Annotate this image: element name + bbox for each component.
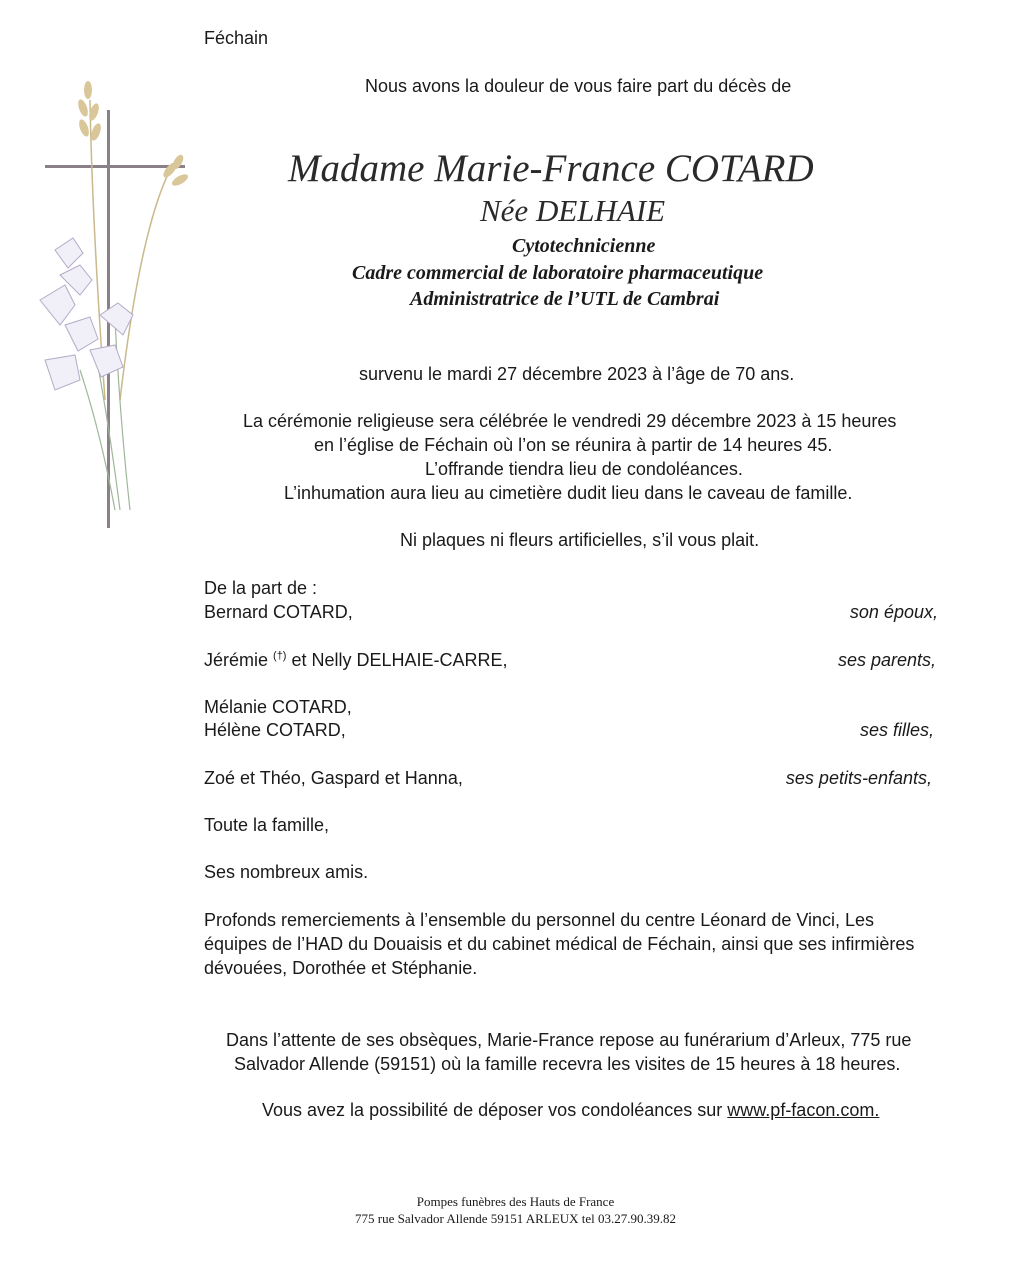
husband-role: son époux, bbox=[849, 602, 938, 622]
deceased-mark: (†) bbox=[273, 650, 287, 662]
title-2: Cadre commercial de laboratoire pharmaceutique bbox=[352, 262, 764, 284]
visitation-line-2: Salvador Allende (59151) où la famille recevra les visites de 15 heures à 18 heures. bbox=[234, 1054, 901, 1074]
parents-role: ses parents, bbox=[837, 650, 936, 670]
daughters-role: ses filles, bbox=[859, 720, 934, 740]
condolences-line bbox=[262, 1100, 879, 1121]
thanks-line-3: dévouées, Dorothée et Stéphanie. bbox=[204, 958, 478, 978]
ceremony-line-1: La cérémonie religieuse sera célébrée le vendredi 29 décembre 2023 à 15 heures bbox=[243, 411, 897, 431]
ceremony-line-4: L’inhumation aura lieu au cimetière dudit lieu dans le caveau de famille. bbox=[284, 483, 853, 503]
intro-text: Nous avons la douleur de vous faire part du décès de bbox=[365, 76, 792, 96]
from-label: De la part de : bbox=[204, 578, 318, 598]
daughter-2-name: Hélène COTARD, bbox=[204, 720, 346, 740]
visitation-line-1: Dans l’attente de ses obsèques, Marie-France repose au funérarium d’Arleux, 775 rue bbox=[226, 1030, 912, 1050]
death-line: survenu le mardi 27 décembre 2023 à l’âge de 70 ans. bbox=[359, 364, 795, 384]
title-3: Administratrice de l’UTL de Cambrai bbox=[410, 288, 720, 310]
town-name: Féchain bbox=[204, 28, 269, 48]
thanks-line-2: équipes de l’HAD du Douaisis et du cabinet médical de Féchain, ainsi que ses infirmières bbox=[204, 934, 915, 954]
parents-name-a: Jérémie bbox=[204, 650, 274, 670]
ceremony-line-2: en l’église de Féchain où l’on se réunira à partir de 14 heures 45. bbox=[314, 435, 833, 455]
thanks-line-1: Profonds remerciements à l’ensemble du personnel du centre Léonard de Vinci, Les bbox=[204, 910, 875, 930]
daughter-1-name: Mélanie COTARD, bbox=[204, 697, 352, 717]
condolences-text: Vous avez la possibilité de déposer vos condoléances sur bbox=[262, 1100, 728, 1120]
ceremony-line-3: L’offrande tiendra lieu de condoléances. bbox=[425, 459, 743, 479]
all-family: Toute la famille, bbox=[204, 815, 330, 835]
grandchildren-names: Zoé et Théo, Gaspard et Hanna, bbox=[204, 768, 463, 788]
parents-names bbox=[204, 650, 508, 671]
footer-company: Pompes funèbres des Hauts de France bbox=[416, 1194, 615, 1209]
friends: Ses nombreux amis. bbox=[204, 862, 369, 882]
title-1: Cytotechnicienne bbox=[512, 235, 656, 257]
grandchildren-role: ses petits-enfants, bbox=[785, 768, 932, 788]
deceased-name: Madame Marie-France COTARD bbox=[288, 147, 814, 190]
condolences-link[interactable]: www.pf-facon.com. bbox=[727, 1100, 880, 1120]
parents-name-b: et Nelly DELHAIE-CARRE, bbox=[286, 650, 508, 670]
maiden-name: Née DELHAIE bbox=[480, 193, 666, 228]
footer-address: 775 rue Salvador Allende 59151 ARLEUX tel 03.27.90.39.82 bbox=[355, 1211, 676, 1226]
no-flowers-note: Ni plaques ni fleurs artificielles, s’il vous plait. bbox=[400, 530, 760, 550]
cross-with-flowers-icon bbox=[20, 70, 200, 540]
husband-name: Bernard COTARD, bbox=[204, 602, 353, 622]
